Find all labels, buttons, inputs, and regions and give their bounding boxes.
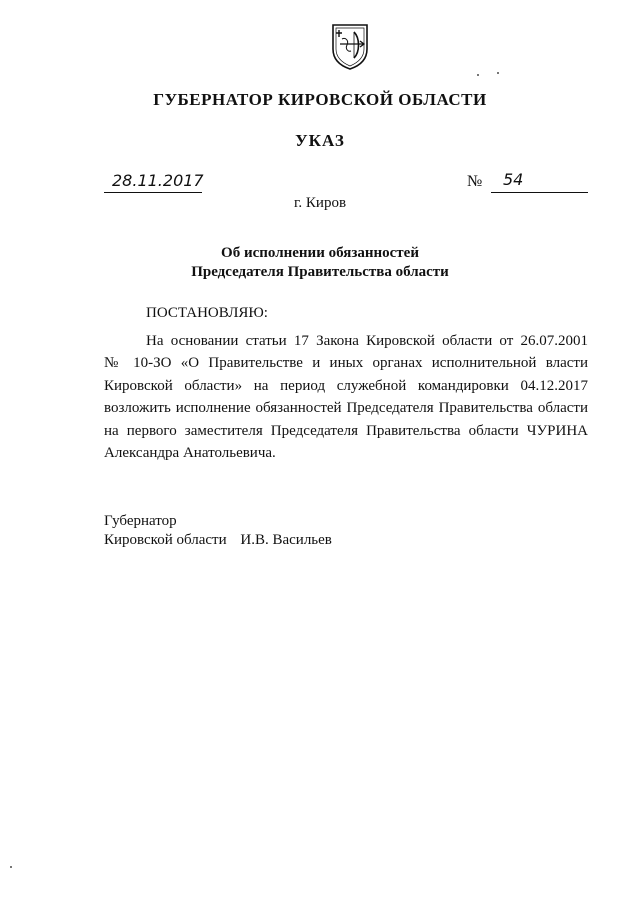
coat-of-arms-icon — [329, 22, 371, 70]
decree-word: ПОСТАНОВЛЯЮ: — [146, 305, 268, 321]
document-number: 54 — [503, 170, 524, 189]
date-underline — [104, 192, 202, 193]
issue-city: г. Киров — [293, 195, 347, 211]
document-type: УКАЗ — [295, 131, 345, 150]
paragraph-line: На основании статьи 17 Закона Кировской области от 26.07.2001 — [146, 333, 588, 349]
paragraph-line: Кировской области» на период служебной командировки 04.12.2017 — [104, 377, 588, 394]
signatory-title-line-2: Кировской области — [104, 532, 227, 548]
decree-paragraph — [104, 330, 588, 464]
scan-speck — [477, 74, 479, 76]
paragraph-line: на первого заместителя Председателя Правительства области ЧУРИНА — [104, 422, 588, 439]
paragraph-line: возложить исполнение обязанностей Председателя Правительства области — [104, 400, 588, 417]
document-date: 28.11.2017 — [112, 171, 204, 190]
paragraph-line: № 10-ЗО «О Правительстве и иных органах исполнительной власти — [104, 355, 588, 372]
paragraph-line: Александра Анатольевича. — [104, 445, 276, 462]
subject-line-2: Председателя Правительства области — [191, 264, 449, 280]
scan-speck — [10, 866, 12, 868]
number-sign: № — [467, 173, 483, 190]
scan-speck — [497, 72, 499, 74]
subject-line-1: Об исполнении обязанностей — [221, 245, 419, 261]
number-underline — [491, 192, 588, 193]
signatory-block — [104, 532, 332, 549]
signatory-name: И.В. Васильев — [240, 532, 332, 548]
signatory-title-line-1: Губернатор — [104, 513, 177, 529]
issuing-authority: ГУБЕРНАТОР КИРОВСКОЙ ОБЛАСТИ — [153, 90, 487, 109]
